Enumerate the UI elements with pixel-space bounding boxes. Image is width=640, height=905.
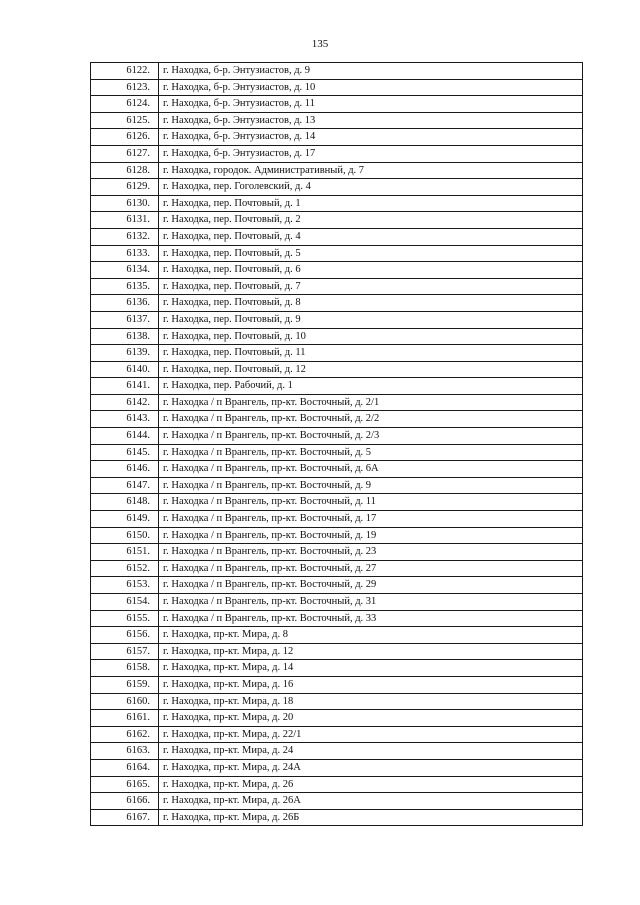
row-number: 6158.	[91, 660, 159, 677]
row-address: г. Находка, пер. Почтовый, д. 8	[159, 295, 583, 312]
table-row	[91, 428, 583, 445]
row-address: г. Находка, пр-кт. Мира, д. 14	[159, 660, 583, 677]
row-number: 6123.	[91, 79, 159, 96]
row-number: 6124.	[91, 96, 159, 113]
table-row	[91, 311, 583, 328]
table-row	[91, 809, 583, 826]
row-address: г. Находка, пер. Почтовый, д. 5	[159, 245, 583, 262]
table-row	[91, 676, 583, 693]
row-address: г. Находка, пер. Почтовый, д. 6	[159, 262, 583, 279]
row-address: г. Находка, пр-кт. Мира, д. 24А	[159, 759, 583, 776]
row-address: г. Находка, пр-кт. Мира, д. 12	[159, 643, 583, 660]
address-table	[90, 62, 583, 826]
table-row	[91, 710, 583, 727]
table-row	[91, 63, 583, 80]
row-number: 6138.	[91, 328, 159, 345]
row-number: 6152.	[91, 560, 159, 577]
row-address: г. Находка, б-р. Энтузиастов, д. 10	[159, 79, 583, 96]
row-address: г. Находка, пр-кт. Мира, д. 24	[159, 743, 583, 760]
table-row	[91, 394, 583, 411]
row-number: 6134.	[91, 262, 159, 279]
table-row	[91, 162, 583, 179]
table-row	[91, 594, 583, 611]
table-row	[91, 278, 583, 295]
row-number: 6153.	[91, 577, 159, 594]
row-number: 6161.	[91, 710, 159, 727]
row-number: 6163.	[91, 743, 159, 760]
row-address: г. Находка, пер. Почтовый, д. 4	[159, 228, 583, 245]
row-number: 6166.	[91, 793, 159, 810]
row-number: 6151.	[91, 544, 159, 561]
table-row	[91, 461, 583, 478]
table-row	[91, 145, 583, 162]
row-number: 6149.	[91, 511, 159, 528]
row-number: 6159.	[91, 676, 159, 693]
row-address: г. Находка / п Врангель, пр-кт. Восточный, д. 27	[159, 560, 583, 577]
row-number: 6137.	[91, 311, 159, 328]
page-number: 135	[311, 38, 329, 50]
table-row	[91, 743, 583, 760]
row-number: 6144.	[91, 428, 159, 445]
row-number: 6122.	[91, 63, 159, 80]
row-number: 6143.	[91, 411, 159, 428]
table-row	[91, 361, 583, 378]
table-row	[91, 643, 583, 660]
table-row	[91, 527, 583, 544]
row-number: 6140.	[91, 361, 159, 378]
table-row	[91, 494, 583, 511]
row-address: г. Находка, б-р. Энтузиастов, д. 9	[159, 63, 583, 80]
table-row	[91, 793, 583, 810]
row-address: г. Находка, пр-кт. Мира, д. 8	[159, 627, 583, 644]
row-number: 6156.	[91, 627, 159, 644]
table-row	[91, 610, 583, 627]
row-address: г. Находка / п Врангель, пр-кт. Восточный, д. 5	[159, 444, 583, 461]
row-address: г. Находка / п Врангель, пр-кт. Восточный, д. 2/3	[159, 428, 583, 445]
row-address: г. Находка, пр-кт. Мира, д. 26Б	[159, 809, 583, 826]
row-address: г. Находка / п Врангель, пр-кт. Восточный, д. 19	[159, 527, 583, 544]
row-address: г. Находка, пр-кт. Мира, д. 26	[159, 776, 583, 793]
table-row	[91, 477, 583, 494]
row-address: г. Находка, пер. Почтовый, д. 7	[159, 278, 583, 295]
table-row	[91, 195, 583, 212]
row-address: г. Находка, пр-кт. Мира, д. 26А	[159, 793, 583, 810]
row-number: 6132.	[91, 228, 159, 245]
row-number: 6154.	[91, 594, 159, 611]
row-number: 6155.	[91, 610, 159, 627]
row-address: г. Находка, пер. Почтовый, д. 9	[159, 311, 583, 328]
row-address: г. Находка / п Врангель, пр-кт. Восточный, д. 11	[159, 494, 583, 511]
table-row	[91, 660, 583, 677]
row-number: 6141.	[91, 378, 159, 395]
table-row	[91, 262, 583, 279]
row-number: 6167.	[91, 809, 159, 826]
row-number: 6133.	[91, 245, 159, 262]
table-row	[91, 560, 583, 577]
row-address: г. Находка / п Врангель, пр-кт. Восточный, д. 33	[159, 610, 583, 627]
table-row	[91, 726, 583, 743]
row-address: г. Находка, пр-кт. Мира, д. 22/1	[159, 726, 583, 743]
row-address: г. Находка, б-р. Энтузиастов, д. 11	[159, 96, 583, 113]
row-address: г. Находка, пр-кт. Мира, д. 20	[159, 710, 583, 727]
table-row	[91, 577, 583, 594]
row-number: 6125.	[91, 112, 159, 129]
row-address: г. Находка, б-р. Энтузиастов, д. 17	[159, 145, 583, 162]
row-address: г. Находка, пер. Почтовый, д. 12	[159, 361, 583, 378]
row-address: г. Находка, городок. Административный, д. 7	[159, 162, 583, 179]
row-number: 6164.	[91, 759, 159, 776]
row-address: г. Находка, пр-кт. Мира, д. 18	[159, 693, 583, 710]
table-row	[91, 345, 583, 362]
row-number: 6157.	[91, 643, 159, 660]
row-number: 6146.	[91, 461, 159, 478]
row-number: 6150.	[91, 527, 159, 544]
table-row	[91, 759, 583, 776]
row-address: г. Находка / п Врангель, пр-кт. Восточный, д. 29	[159, 577, 583, 594]
row-number: 6127.	[91, 145, 159, 162]
row-address: г. Находка, б-р. Энтузиастов, д. 14	[159, 129, 583, 146]
row-number: 6160.	[91, 693, 159, 710]
table-row	[91, 544, 583, 561]
row-number: 6130.	[91, 195, 159, 212]
table-row	[91, 245, 583, 262]
row-number: 6136.	[91, 295, 159, 312]
row-address: г. Находка, пер. Почтовый, д. 10	[159, 328, 583, 345]
row-number: 6131.	[91, 212, 159, 229]
row-number: 6135.	[91, 278, 159, 295]
row-address: г. Находка / п Врангель, пр-кт. Восточный, д. 23	[159, 544, 583, 561]
row-address: г. Находка / п Врангель, пр-кт. Восточный, д. 2/1	[159, 394, 583, 411]
table-row	[91, 378, 583, 395]
row-address: г. Находка, пр-кт. Мира, д. 16	[159, 676, 583, 693]
row-number: 6126.	[91, 129, 159, 146]
row-number: 6165.	[91, 776, 159, 793]
row-number: 6148.	[91, 494, 159, 511]
row-address: г. Находка / п Врангель, пр-кт. Восточный, д. 6А	[159, 461, 583, 478]
address-table-body	[91, 63, 583, 826]
table-row	[91, 328, 583, 345]
table-row	[91, 511, 583, 528]
row-address: г. Находка, пер. Почтовый, д. 11	[159, 345, 583, 362]
table-row	[91, 776, 583, 793]
row-number: 6145.	[91, 444, 159, 461]
row-address: г. Находка, пер. Гоголевский, д. 4	[159, 179, 583, 196]
table-row	[91, 179, 583, 196]
table-row	[91, 627, 583, 644]
table-row	[91, 411, 583, 428]
table-row	[91, 96, 583, 113]
table-row	[91, 444, 583, 461]
table-row	[91, 693, 583, 710]
row-number: 6147.	[91, 477, 159, 494]
row-address: г. Находка / п Врангель, пр-кт. Восточный, д. 31	[159, 594, 583, 611]
table-row	[91, 79, 583, 96]
row-address: г. Находка, пер. Почтовый, д. 2	[159, 212, 583, 229]
table-row	[91, 228, 583, 245]
table-row	[91, 112, 583, 129]
row-address: г. Находка / п Врангель, пр-кт. Восточный, д. 17	[159, 511, 583, 528]
row-address: г. Находка / п Врангель, пр-кт. Восточный, д. 2/2	[159, 411, 583, 428]
table-row	[91, 212, 583, 229]
row-address: г. Находка / п Врангель, пр-кт. Восточный, д. 9	[159, 477, 583, 494]
row-number: 6162.	[91, 726, 159, 743]
row-address: г. Находка, пер. Рабочий, д. 1	[159, 378, 583, 395]
row-number: 6139.	[91, 345, 159, 362]
row-address: г. Находка, б-р. Энтузиастов, д. 13	[159, 112, 583, 129]
row-number: 6129.	[91, 179, 159, 196]
table-row	[91, 129, 583, 146]
row-number: 6142.	[91, 394, 159, 411]
table-row	[91, 295, 583, 312]
row-number: 6128.	[91, 162, 159, 179]
row-address: г. Находка, пер. Почтовый, д. 1	[159, 195, 583, 212]
